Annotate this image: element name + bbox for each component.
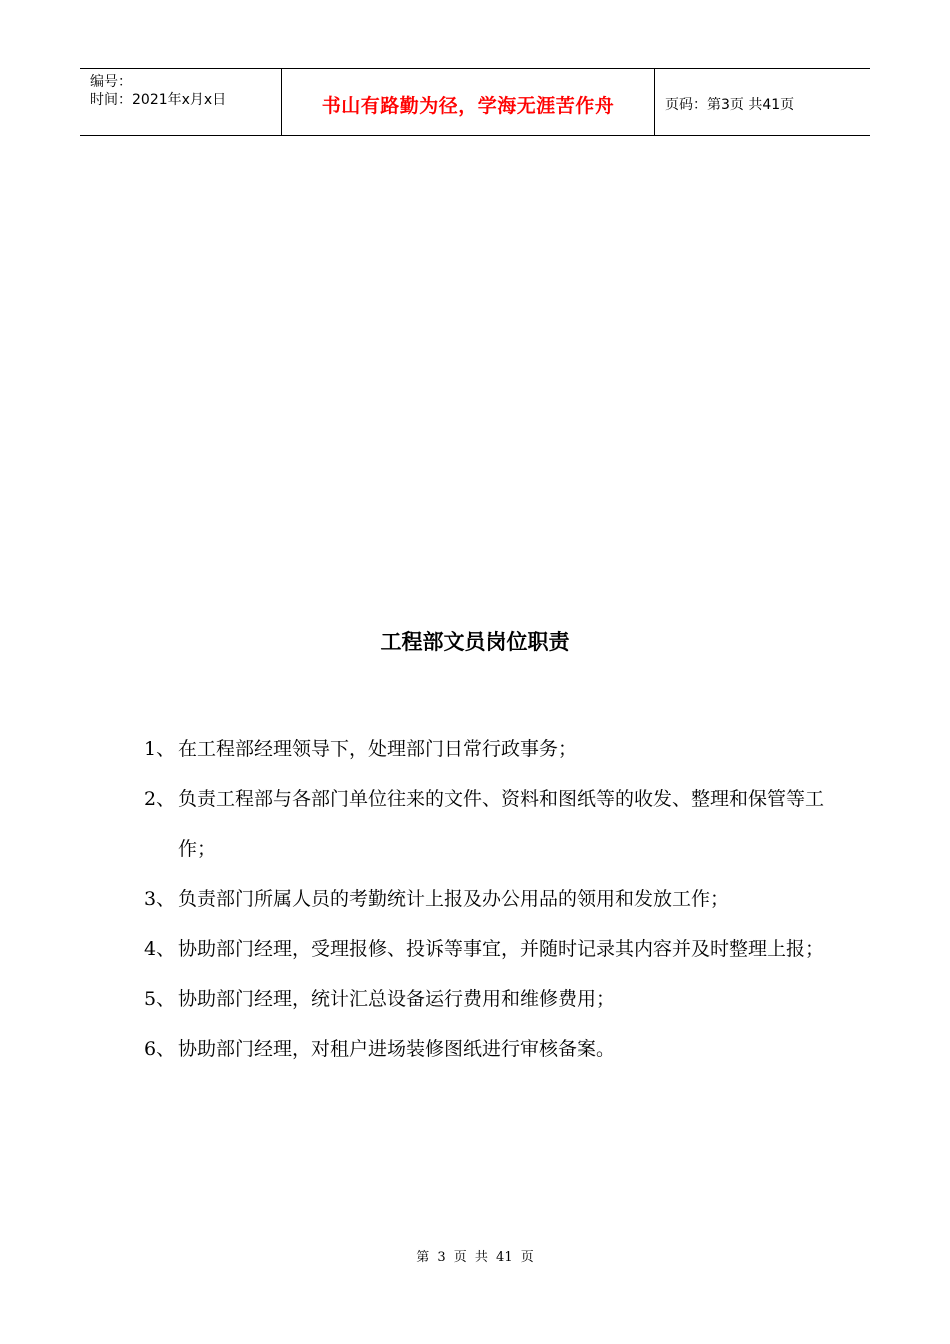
item-number: 3、 — [144, 888, 176, 910]
item-text: 在工程部经理领导下，处理部门日常行政事务； — [178, 738, 578, 760]
header-motto: 书山有路勤为径，学海无涯苦作舟 — [321, 94, 615, 117]
list-item — [144, 1024, 824, 1074]
item-number: 6、 — [144, 1038, 176, 1060]
item-text: 协助部门经理，受理报修、投诉等事宜，并随时记录其内容并及时整理上报； — [178, 938, 825, 960]
item-number: 2、 — [144, 788, 176, 810]
item-text: 负责工程部与各部门单位往来的文件、资料和图纸等的收发、整理和保管等工作； — [178, 788, 825, 860]
list-item — [144, 874, 824, 924]
page-footer: 第 3 页 共 41 页 — [416, 1250, 534, 1265]
list-item — [144, 974, 824, 1024]
time-label: 时间：2021年x月x日 — [90, 92, 227, 108]
header-page-cell — [655, 69, 870, 135]
page-header — [80, 68, 870, 136]
item-number: 1、 — [144, 738, 176, 760]
header-page-label: 页码：第3页 共41页 — [665, 97, 795, 113]
document-title: 工程部文员岗位职责 — [380, 630, 570, 654]
list-item — [144, 924, 824, 974]
list-item — [144, 724, 824, 774]
duty-list — [144, 724, 824, 1074]
item-text: 负责部门所属人员的考勤统计上报及办公用品的领用和发放工作； — [178, 888, 730, 910]
serial-label: 编号： — [90, 74, 132, 90]
header-motto-cell — [282, 69, 655, 135]
item-text: 协助部门经理，对租户进场装修图纸进行审核备案。 — [178, 1038, 616, 1060]
list-item — [144, 774, 824, 874]
item-number: 5、 — [144, 988, 176, 1010]
item-number: 4、 — [144, 938, 176, 960]
header-meta — [80, 69, 282, 135]
item-text: 协助部门经理，统计汇总设备运行费用和维修费用； — [178, 988, 616, 1010]
